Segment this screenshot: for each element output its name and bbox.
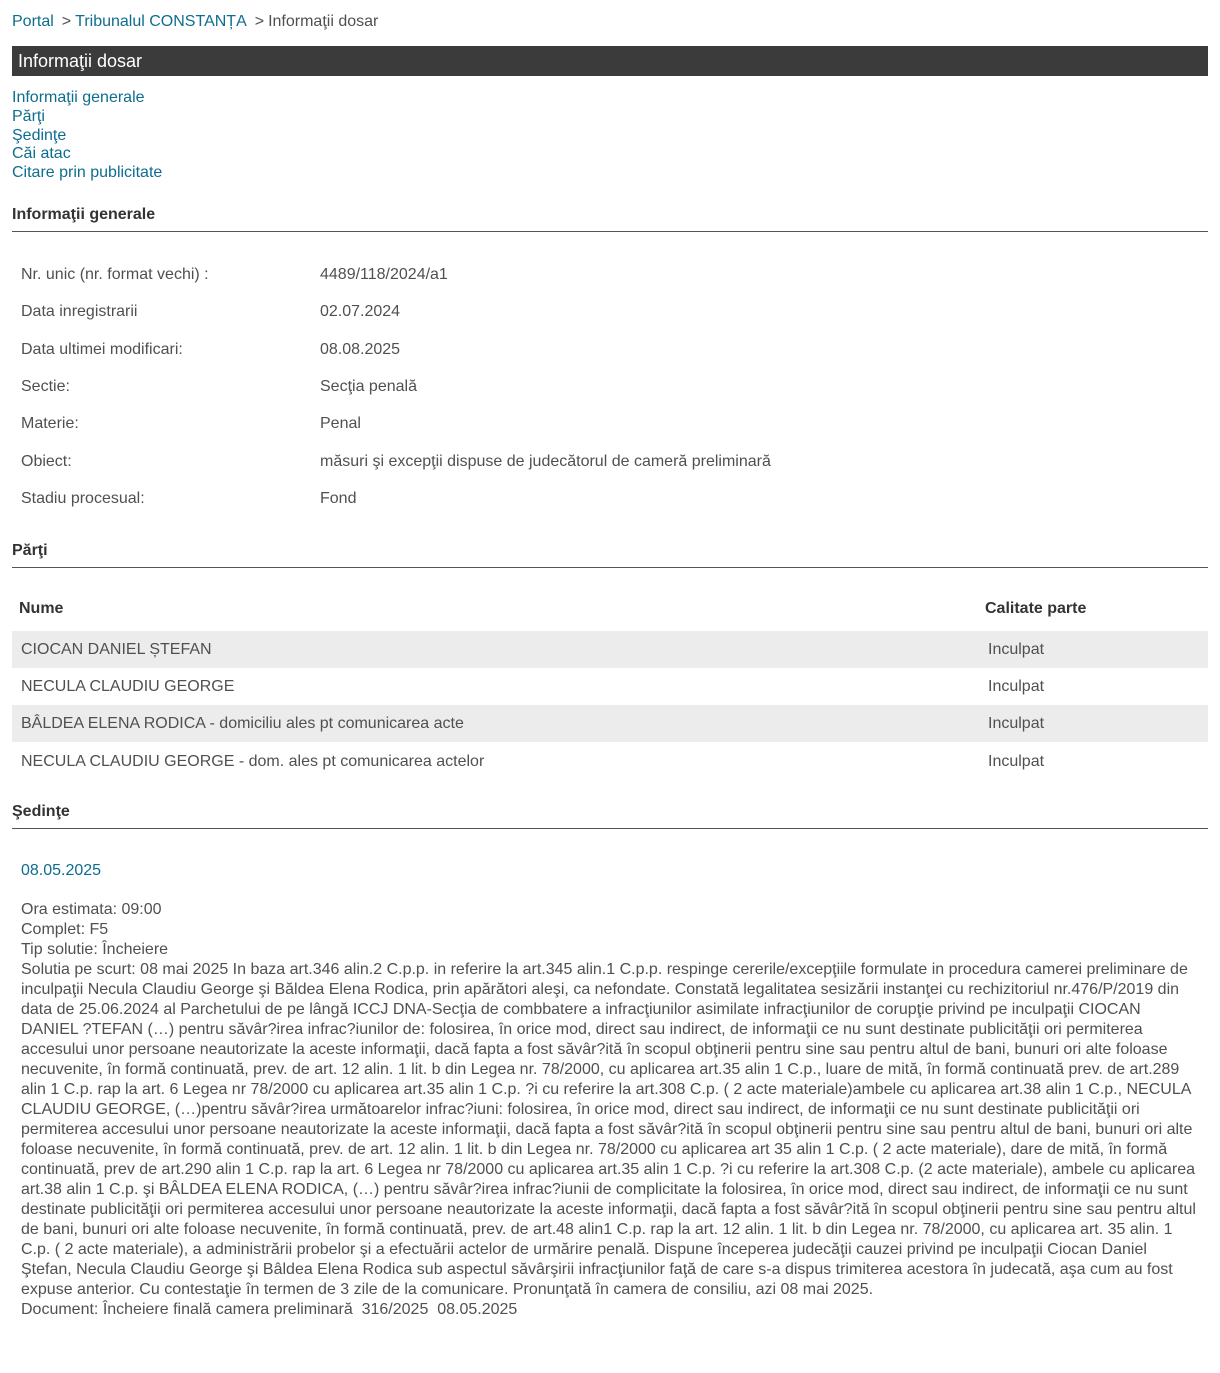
info-label: Nr. unic (nr. format vechi) : bbox=[21, 266, 209, 283]
info-value: Penal bbox=[320, 415, 361, 432]
nav-link-sedinte[interactable]: Şedinţe bbox=[12, 126, 67, 144]
section-nav bbox=[12, 89, 162, 183]
breadcrumb-separator: > bbox=[61, 13, 72, 30]
info-value: Fond bbox=[320, 490, 357, 507]
info-row bbox=[21, 453, 1201, 477]
hearing-time: Ora estimata: 09:00 bbox=[21, 901, 162, 918]
breadcrumb-court-link[interactable]: Tribunalul CONSTANȚA bbox=[75, 13, 247, 30]
info-row bbox=[21, 378, 1201, 402]
party-name: CIOCAN DANIEL ȘTEFAN bbox=[21, 641, 212, 658]
table-row bbox=[12, 631, 1208, 668]
info-label: Obiect: bbox=[21, 453, 72, 470]
info-value: măsuri şi excepţii dispuse de judecătorul de cameră preliminară bbox=[320, 453, 771, 470]
info-value: 08.08.2025 bbox=[320, 341, 401, 358]
info-value: 4489/118/2024/a1 bbox=[320, 266, 448, 283]
party-name: NECULA CLAUDIU GEORGE bbox=[21, 678, 235, 695]
column-header-nume: Nume bbox=[19, 600, 64, 617]
breadcrumb-separator: > bbox=[254, 13, 265, 30]
breadcrumb-portal-link[interactable]: Portal bbox=[12, 13, 54, 30]
hearing-document: Document: Încheiere finală camera preliminară 316/2025 08.05.2025 bbox=[21, 1301, 518, 1318]
info-label: Materie: bbox=[21, 415, 79, 432]
info-row bbox=[21, 303, 1201, 327]
info-value: Secţia penală bbox=[320, 378, 417, 395]
party-role: Inculpat bbox=[988, 715, 1045, 732]
info-label: Data ultimei modificari: bbox=[21, 341, 183, 358]
info-row bbox=[21, 415, 1201, 439]
info-label: Data inregistrarii bbox=[21, 303, 138, 320]
table-row bbox=[12, 705, 1208, 742]
hearing-date: 08.05.2025 bbox=[21, 862, 102, 879]
party-role: Inculpat bbox=[988, 678, 1045, 695]
info-value: 02.07.2024 bbox=[320, 303, 401, 320]
info-row bbox=[21, 266, 1201, 290]
section-heading-parti: Părţi bbox=[12, 542, 1208, 568]
info-row bbox=[21, 490, 1201, 514]
section-heading-sedinte: Şedinţe bbox=[12, 803, 1208, 829]
hearing-solution-type: Tip solutie: Încheiere bbox=[21, 941, 169, 958]
table-row bbox=[12, 743, 1208, 780]
column-header-calitate: Calitate parte bbox=[985, 600, 1087, 617]
nav-link-citare[interactable]: Citare prin publicitate bbox=[12, 164, 163, 182]
info-label: Sectie: bbox=[21, 378, 70, 395]
breadcrumb-current: Informaţii dosar bbox=[268, 13, 379, 30]
breadcrumb bbox=[12, 13, 378, 31]
page-title: Informaţii dosar bbox=[12, 46, 1208, 76]
party-role: Inculpat bbox=[988, 641, 1045, 658]
hearing-details bbox=[21, 900, 1201, 1320]
party-role: Inculpat bbox=[988, 753, 1045, 770]
table-row bbox=[12, 668, 1208, 705]
nav-link-cai-atac[interactable]: Căi atac bbox=[12, 145, 71, 163]
hearing-solution-summary: Solutia pe scurt: 08 mai 2025 In baza art.346 alin.2 C.p.p. in referire la art.345 alin.1 C.p.p. respinge cererile/excepţiile formulate in procedura camerei preliminare de inculpaţii Necula Claudiu George şi Băldea Elena Rodica, prin apărători aleşi, ca nefondate. Constată legalitatea sesizării instanţei cu rechizitoriul nr.476/P/2019 din data de 25.06.2024 al Parchetului de pe lângă ICCJ DNA-Secţia de combbatere a infracţiunilor asimilate infracţiunilor de corupţie privind pe inculpaţii CIOCAN DANIEL ?TEFAN (…) pentru săvâr?irea infrac?iunilor de: folosirea, în orice mod, direct sau indirect, de informaţii ce nu sunt destinate publicităţii ori permiterea accesului unor persoane neautorizate la aceste informaţii, dacă fapta a fost săvâr?ită în scopul obţinerii pentru sine sau pentru altul de bani, bunuri ori alte foloase necuvenite, în formă continuată, prev. de art. 12 alin. 1 lit. b din Legea nr. 78/2000, cu aplicarea art.35 alin 1 C.p., luare de mită, în formă continuată prev. de art.289 alin 1 C.p. rap la art. 6 Legea nr 78/2000 cu aplicarea art.35 alin 1 C.p. ?i cu referire la art.308 C.p. ( 2 acte materiale)ambele cu aplicarea art.38 alin 1 C.p., NECULA CLAUDIU GEORGE, (…)pentru săvâr?irea următoarelor infrac?iuni: folosirea, în orice mod, direct sau indirect, de informaţii ce nu sunt destinate publicităţii ori permiterea accesului unor persoane neautorizate la aceste informaţii, dacă fapta a fost săvâr?ită în scopul obţinerii pentru sine sau pentru altul de bani, bunuri ori alte foloase necuvenite, în formă continuată, prev. de art. 12 alin. 1 lit. b din Legea nr. 78/2000 cu aplicarea art 35 alin 1 C.p. ( 2 acte materiale), dare de mită, în formă continuată, prev de art.290 alin 1 C.p. rap la art. 6 Legea nr 78/2000 cu aplicarea art.35 alin 1 C.p. ?i cu referire la art.308 C.p. (2 acte materiale), ambele cu aplicarea art.38 alin 1 C.p. şi BÂLDEA ELENA RODICA, (…) pentru săvâr?irea infrac?iunii de complicitate la folosirea, în orice mod, direct sau indirect, de informaţii ce nu sunt destinate publicităţii ori permiterea accesului unor persoane neautorizate la aceste informaţii, dacă fapta a fost săvâr?ită în scopul obţinerii pentru sine sau pentru altul de bani, bunuri ori alte foloase necuvenite, în formă continuată, prev. de art.48 alin1 C.p. rap la art. 12 alin. 1 lit. b din Legea nr. 78/2000, cu aplicarea art. 35 alin. 1 C.p. ( 2 acte materiale), a administrării probelor şi a efectuării actelor de urmărire penală. Dispune începerea judecăţii cauzei privind pe inculpaţii Ciocan Daniel Ştefan, Necula Claudiu George şi Bâldea Elena Rodica sub aspectul săvârşirii infracţiunilor faţă de care s-a dispus trimiterea acestora în judecată, aşa cum au fost expuse anterior. Cu contestaţie în termen de 3 zile de la comunicare. Pronunţată în camera de consiliu, azi 08 mai 2025. bbox=[21, 961, 1196, 1298]
nav-link-informatii-generale[interactable]: Informaţii generale bbox=[12, 89, 145, 106]
section-heading-general: Informaţii generale bbox=[12, 206, 1208, 232]
nav-link-parti[interactable]: Părţi bbox=[12, 107, 45, 125]
party-name: NECULA CLAUDIU GEORGE - dom. ales pt comunicarea actelor bbox=[21, 753, 485, 770]
party-name: BÂLDEA ELENA RODICA - domiciliu ales pt comunicarea acte bbox=[21, 715, 464, 732]
info-row bbox=[21, 341, 1201, 365]
info-label: Stadiu procesual: bbox=[21, 490, 145, 507]
hearing-panel: Complet: F5 bbox=[21, 921, 109, 938]
parti-table-header bbox=[12, 600, 1208, 624]
